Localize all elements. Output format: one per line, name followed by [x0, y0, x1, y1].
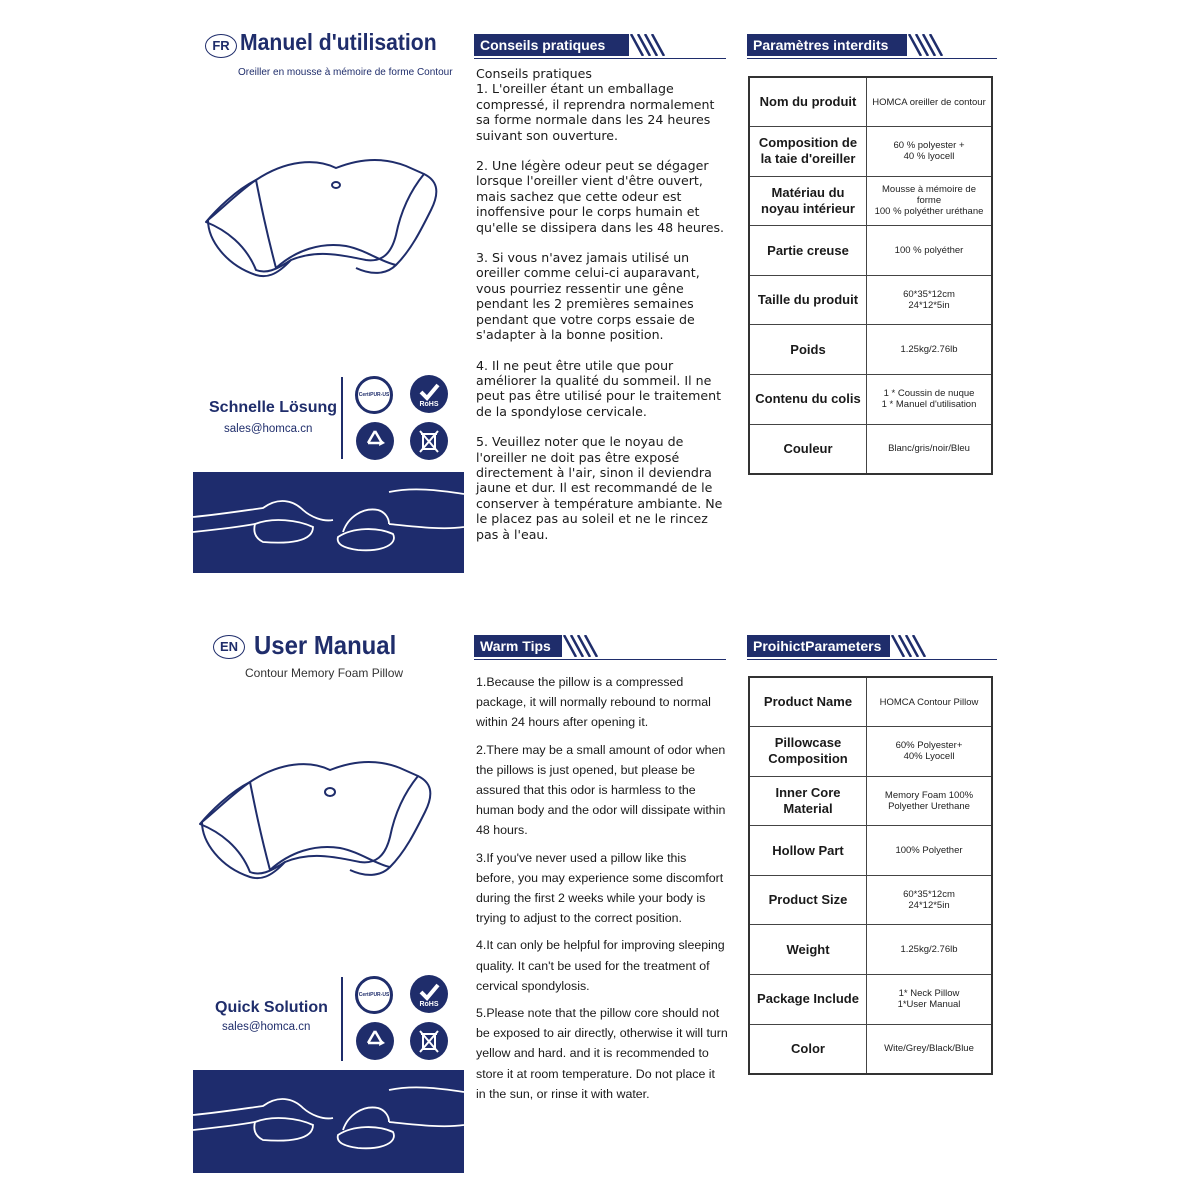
param-value: 1* Neck Pillow 1*User Manual	[897, 988, 961, 1011]
tip-item: 1. L'oreiller étant un emballage compressé, il reprendra normalement sa forme normale dans les 24 heures suivant son ouverture.	[476, 81, 715, 143]
table-row	[749, 925, 992, 975]
section-header-label: Conseils pratiques	[474, 34, 629, 56]
params-table-en	[748, 676, 993, 1075]
table-row	[749, 826, 992, 876]
param-key: Hollow Part	[772, 842, 844, 858]
section-header-params-fr	[747, 34, 997, 56]
table-row	[749, 325, 992, 375]
param-key: Partie creuse	[767, 242, 849, 258]
param-value: 60*35*12cm 24*12*5in	[903, 289, 955, 312]
param-value: 60% Polyester+ 40% Lyocell	[895, 740, 963, 763]
language-badge-fr: FR	[205, 34, 237, 58]
tip-item: 5.Please note that the pillow core should not be exposed to air directly, otherwise it will turn yellow and hard. and it is recommended to store it at room temperature. Do not place it in the sun, or rinse it with water.	[476, 1006, 728, 1101]
param-value: 1 * Coussin de nuque 1 * Manuel d'utilisation	[881, 388, 977, 411]
certipur-badge-icon: CertiPUR-US	[355, 976, 393, 1014]
param-value: Mousse à mémoire de forme 100 % polyéther uréthane	[874, 184, 984, 218]
param-value: 60*35*12cm 24*12*5in	[903, 889, 955, 912]
page-subtitle-en: Contour Memory Foam Pillow	[245, 666, 404, 680]
param-value: 100 % polyéther	[894, 245, 964, 257]
language-badge-en: EN	[213, 635, 245, 659]
page-title-fr: Manuel d'utilisation	[240, 29, 437, 55]
param-value: Wite/Grey/Black/Blue	[884, 1043, 974, 1055]
sleeping-person-illustration	[193, 1070, 464, 1173]
divider-en	[341, 977, 343, 1061]
no-trash-bin-icon	[410, 1022, 448, 1060]
tips-intro: Conseils pratiques	[476, 66, 592, 81]
param-value: Blanc/gris/noir/Bleu	[888, 443, 970, 455]
section-header-tips-en	[474, 635, 726, 657]
section-header-label: Warm Tips	[474, 635, 562, 657]
param-key: Package Include	[757, 991, 859, 1007]
table-row	[749, 875, 992, 925]
rohs-check-icon: RoHS	[410, 975, 448, 1013]
param-value: Memory Foam 100% Polyether Urethane	[884, 789, 974, 812]
param-key: Product Size	[768, 892, 848, 908]
param-key: Pillowcase Composition	[768, 735, 848, 767]
tip-item: 4.It can only be helpful for improving sleeping quality. It can't be used for the treatment of cervical spondylosis.	[476, 938, 725, 993]
param-key: Taille du produit	[757, 292, 859, 308]
param-key: Couleur	[783, 440, 833, 456]
section-header-params-en	[747, 635, 997, 657]
param-key: Poids	[790, 341, 826, 357]
param-value: 60 % polyester + 40 % lyocell	[893, 140, 965, 163]
section-header-label: Paramètres interdits	[747, 34, 907, 56]
support-email-en[interactable]: sales@homca.cn	[222, 1021, 311, 1033]
recycle-icon	[356, 422, 394, 460]
quick-solution-title-en: Quick Solution	[215, 999, 328, 1016]
param-key: Composition de la taie d'oreiller	[758, 135, 858, 167]
tip-item: 1.Because the pillow is a compressed package, it will normally rebound to normal within 24 hours after opening it.	[476, 675, 711, 730]
tips-text-fr	[476, 66, 726, 557]
param-value: 1.25kg/2.76lb	[900, 944, 958, 956]
param-value: 100% Polyether	[895, 845, 963, 857]
rohs-check-icon: RoHS	[410, 375, 448, 413]
param-value: HOMCA Contour Pillow	[879, 696, 979, 708]
certipur-badge-icon: CertiPUR-US	[355, 376, 393, 414]
pillow-drawing	[196, 150, 466, 290]
table-row	[749, 975, 992, 1025]
param-key: Weight	[786, 941, 830, 957]
table-row	[749, 1024, 992, 1074]
params-table-fr	[748, 76, 993, 475]
table-row	[749, 275, 992, 325]
table-row	[749, 727, 992, 777]
param-key: Nom du produit	[759, 94, 857, 110]
tip-item: 3.If you've never used a pillow like this before, you may experience some discomfort during the first 2 weeks while your body is trying to adjust to the correct position.	[476, 850, 724, 926]
pillow-drawing	[190, 752, 460, 897]
param-value: 1.25kg/2.76lb	[900, 344, 958, 356]
tips-text-en	[476, 672, 728, 1111]
no-trash-bin-icon	[410, 422, 448, 460]
table-row	[749, 226, 992, 276]
param-value: HOMCA oreiller de contour	[872, 96, 986, 108]
page-subtitle-fr: Oreiller en mousse à mémoire de forme Contour	[238, 67, 453, 78]
param-key: Inner Core Material	[775, 784, 841, 816]
table-row	[749, 375, 992, 425]
recycle-icon	[356, 1022, 394, 1060]
section-header-tips-fr	[474, 34, 726, 56]
param-key: Color	[791, 1040, 825, 1056]
tip-item: 3. Si vous n'avez jamais utilisé un oreiller comme celui-ci auparavant, vous pourriez ressentir une gêne pendant les 2 premières semaines pendant que votre corps essaie de s'adapter à la bonne position.	[476, 250, 700, 343]
table-row	[749, 127, 992, 177]
table-row	[749, 776, 992, 826]
table-row	[749, 77, 992, 127]
section-header-label: ProihictParameters	[747, 635, 890, 657]
tip-item: 5. Veuillez noter que le noyau de l'oreiller ne doit pas être exposé directement à l'air, sinon il deviendra jaune et dur. Il est recommandé de le conserver à température ambiante. Ne le placez pas au soleil et ne le rincez pas à l'eau.	[476, 434, 723, 542]
support-email-fr[interactable]: sales@homca.cn	[224, 423, 313, 435]
quick-solution-title-fr: Schnelle Lösung	[209, 399, 338, 416]
param-key: Product Name	[763, 694, 853, 710]
param-key: Matériau du noyau intérieur	[761, 184, 855, 216]
sleeping-person-illustration	[193, 472, 464, 573]
divider-fr	[341, 377, 343, 459]
table-row	[749, 424, 992, 474]
table-row	[749, 677, 992, 727]
table-row	[749, 176, 992, 226]
param-key: Contenu du colis	[755, 391, 861, 407]
tip-item: 4. Il ne peut être utile que pour améliorer la qualité du sommeil. Il ne peut pas être utilisé pour le traitement de la spondylose cervicale.	[476, 357, 722, 419]
tip-item: 2. Une légère odeur peut se dégager lorsque l'oreiller vient d'être ouvert, mais sachez que cette odeur est inoffensive pour le corps humain et qu'elle se dissipera dans les 48 heures.	[476, 158, 725, 235]
tip-item: 2.There may be a small amount of odor when the pillows is just opened, but please be assured that this odor is harmless to the human body and the odor will dissipate within 48 hours.	[476, 742, 726, 838]
page-title-en: User Manual	[254, 630, 397, 660]
